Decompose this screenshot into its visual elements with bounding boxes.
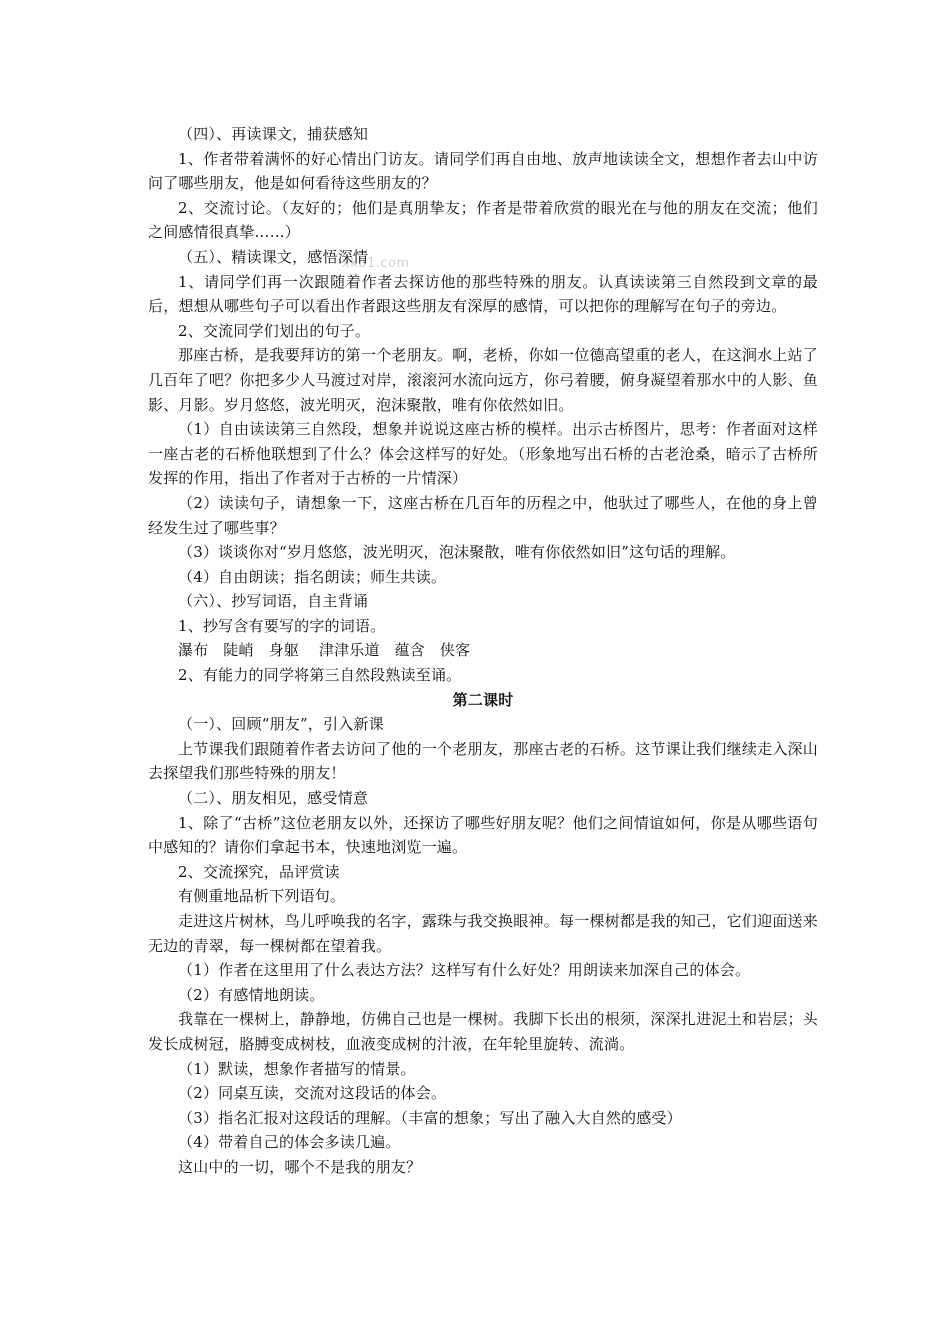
paragraph: （3）谈谈你对“岁月悠悠，波光明灭，泡沫聚散，唯有你依然如旧”这句话的理解。	[178, 543, 736, 562]
lesson-plan-body	[148, 122, 818, 1180]
paragraph: （3）指名汇报对这段话的理解。（丰富的想象；写出了融入大自然的感受）	[178, 1108, 682, 1127]
paragraph: 2、有能力的同学将第三自然段熟读至诵。	[178, 666, 462, 685]
paragraph: 1、请同学们再一次跟随着作者去探访他的那些特殊的朋友。认真读读第三自然段到文章的最后，想想从哪些句子可以看出作者跟这些朋友有深厚的感情，可以把你的理解写在句子的旁边。	[148, 272, 818, 316]
section-heading-4: （四）、再读课文，捕获感知	[178, 125, 369, 143]
section-heading-6: （六）、抄写词语，自主背诵	[178, 592, 369, 611]
paragraph: 2、交流讨论。（友好的；他们是真朋挚友；作者是带着欣赏的眼光在与他的朋友在交流；他们之间感情很真挚……）	[148, 198, 818, 242]
paragraph: 2、交流探究，品评赏读	[178, 862, 340, 881]
paragraph: 2、交流同学们划出的句子。	[178, 321, 371, 340]
paragraph: （1）默读，想象作者描写的情景。	[178, 1059, 416, 1078]
quoted-passage: 走进这片树林，鸟儿呼唤我的名字，露珠与我交换眼神。每一棵树都是我的知己，它们迎面送来无边的青翠，每一棵树都在望着我。	[148, 912, 818, 955]
paragraph: （2）同桌互读，交流对这段话的体会。	[178, 1084, 447, 1103]
paragraph: 1、除了“古桥”这位老朋友以外，还探访了哪些好朋友呢？他们之间情谊如何，你是从哪些语句中感知的？请你们拿起书本，快速地浏览一遍。	[148, 813, 818, 857]
quoted-passage: 我靠在一棵树上，静静地，仿佛自己也是一棵树。我脚下长出的根须，深深扎进泥土和岩层；头发长成树冠，胳膊变成树枝，血液变成树的汁液，在年轮里旋转、流淌。	[148, 1010, 818, 1053]
paragraph: （2）读读句子，请想象一下，这座古桥在几百年的历程之中，他驮过了哪些人，在他的身上曾经发生过了哪些事？	[148, 493, 818, 537]
quoted-passage: 那座古桥，是我要拜访的第一个老朋友。啊，老桥，你如一位德高望重的老人，在这涧水上站了几百年了吧？你把多少人马渡过对岸，滚滚河水流向远方，你弓着腰，俯身凝望着那水中的人影、鱼影、月影。岁月悠悠，波光明灭，泡沫聚散，唯有你依然如旧。	[148, 346, 818, 414]
watermark-text: xkb1.com	[342, 256, 410, 271]
vocabulary-list: 瀑布 陡峭 身躯 津津乐道 蕴含 侠客	[178, 641, 471, 660]
paragraph: 上节课我们跟随着作者去访问了他的一个老朋友，那座古老的石桥。这节课让我们继续走入深山去探望我们那些特殊的朋友！	[148, 739, 818, 783]
paragraph: 这山中的一切，哪个不是我的朋友？	[178, 1157, 422, 1176]
paragraph: （1）自由读读第三自然段，想象并说说这座古桥的模样。出示古桥图片，思考：作者面对这样一座古老的石桥他联想到了什么？体会这样写的好处。（形象地写出石桥的古老沧桑，暗示了古桥所发挥的作用，指出了作者对于古桥的一片情深）	[148, 420, 818, 488]
section-heading-5: （五）、精读课文，感悟深情	[178, 247, 369, 266]
paragraph: （2）有感情地朗读。	[178, 985, 325, 1004]
section-heading-2: （二）、朋友相见，感受情意	[178, 789, 369, 808]
paragraph: （4）带着自己的体会多读几遍。	[178, 1133, 401, 1152]
lesson-title: 第二课时	[452, 690, 514, 709]
section-heading-1: （一）、回顾“朋友”，引入新课	[178, 715, 384, 734]
paragraph: 有侧重地品析下列语句。	[178, 887, 346, 906]
paragraph: 1、抄写含有要写的字的词语。	[178, 616, 386, 635]
paragraph: （4）自由朗读；指名朗读；师生共读。	[178, 567, 447, 586]
paragraph: 1、作者带着满怀的好心情出门访友。请同学们再自由地、放声地读读全文，想想作者去山中访问了哪些朋友，他是如何看待这些朋友的？	[148, 149, 818, 193]
paragraph: （1）作者在这里用了什么表达方法？这样写有什么好处？用朗读来加深自己的体会。	[178, 961, 751, 980]
